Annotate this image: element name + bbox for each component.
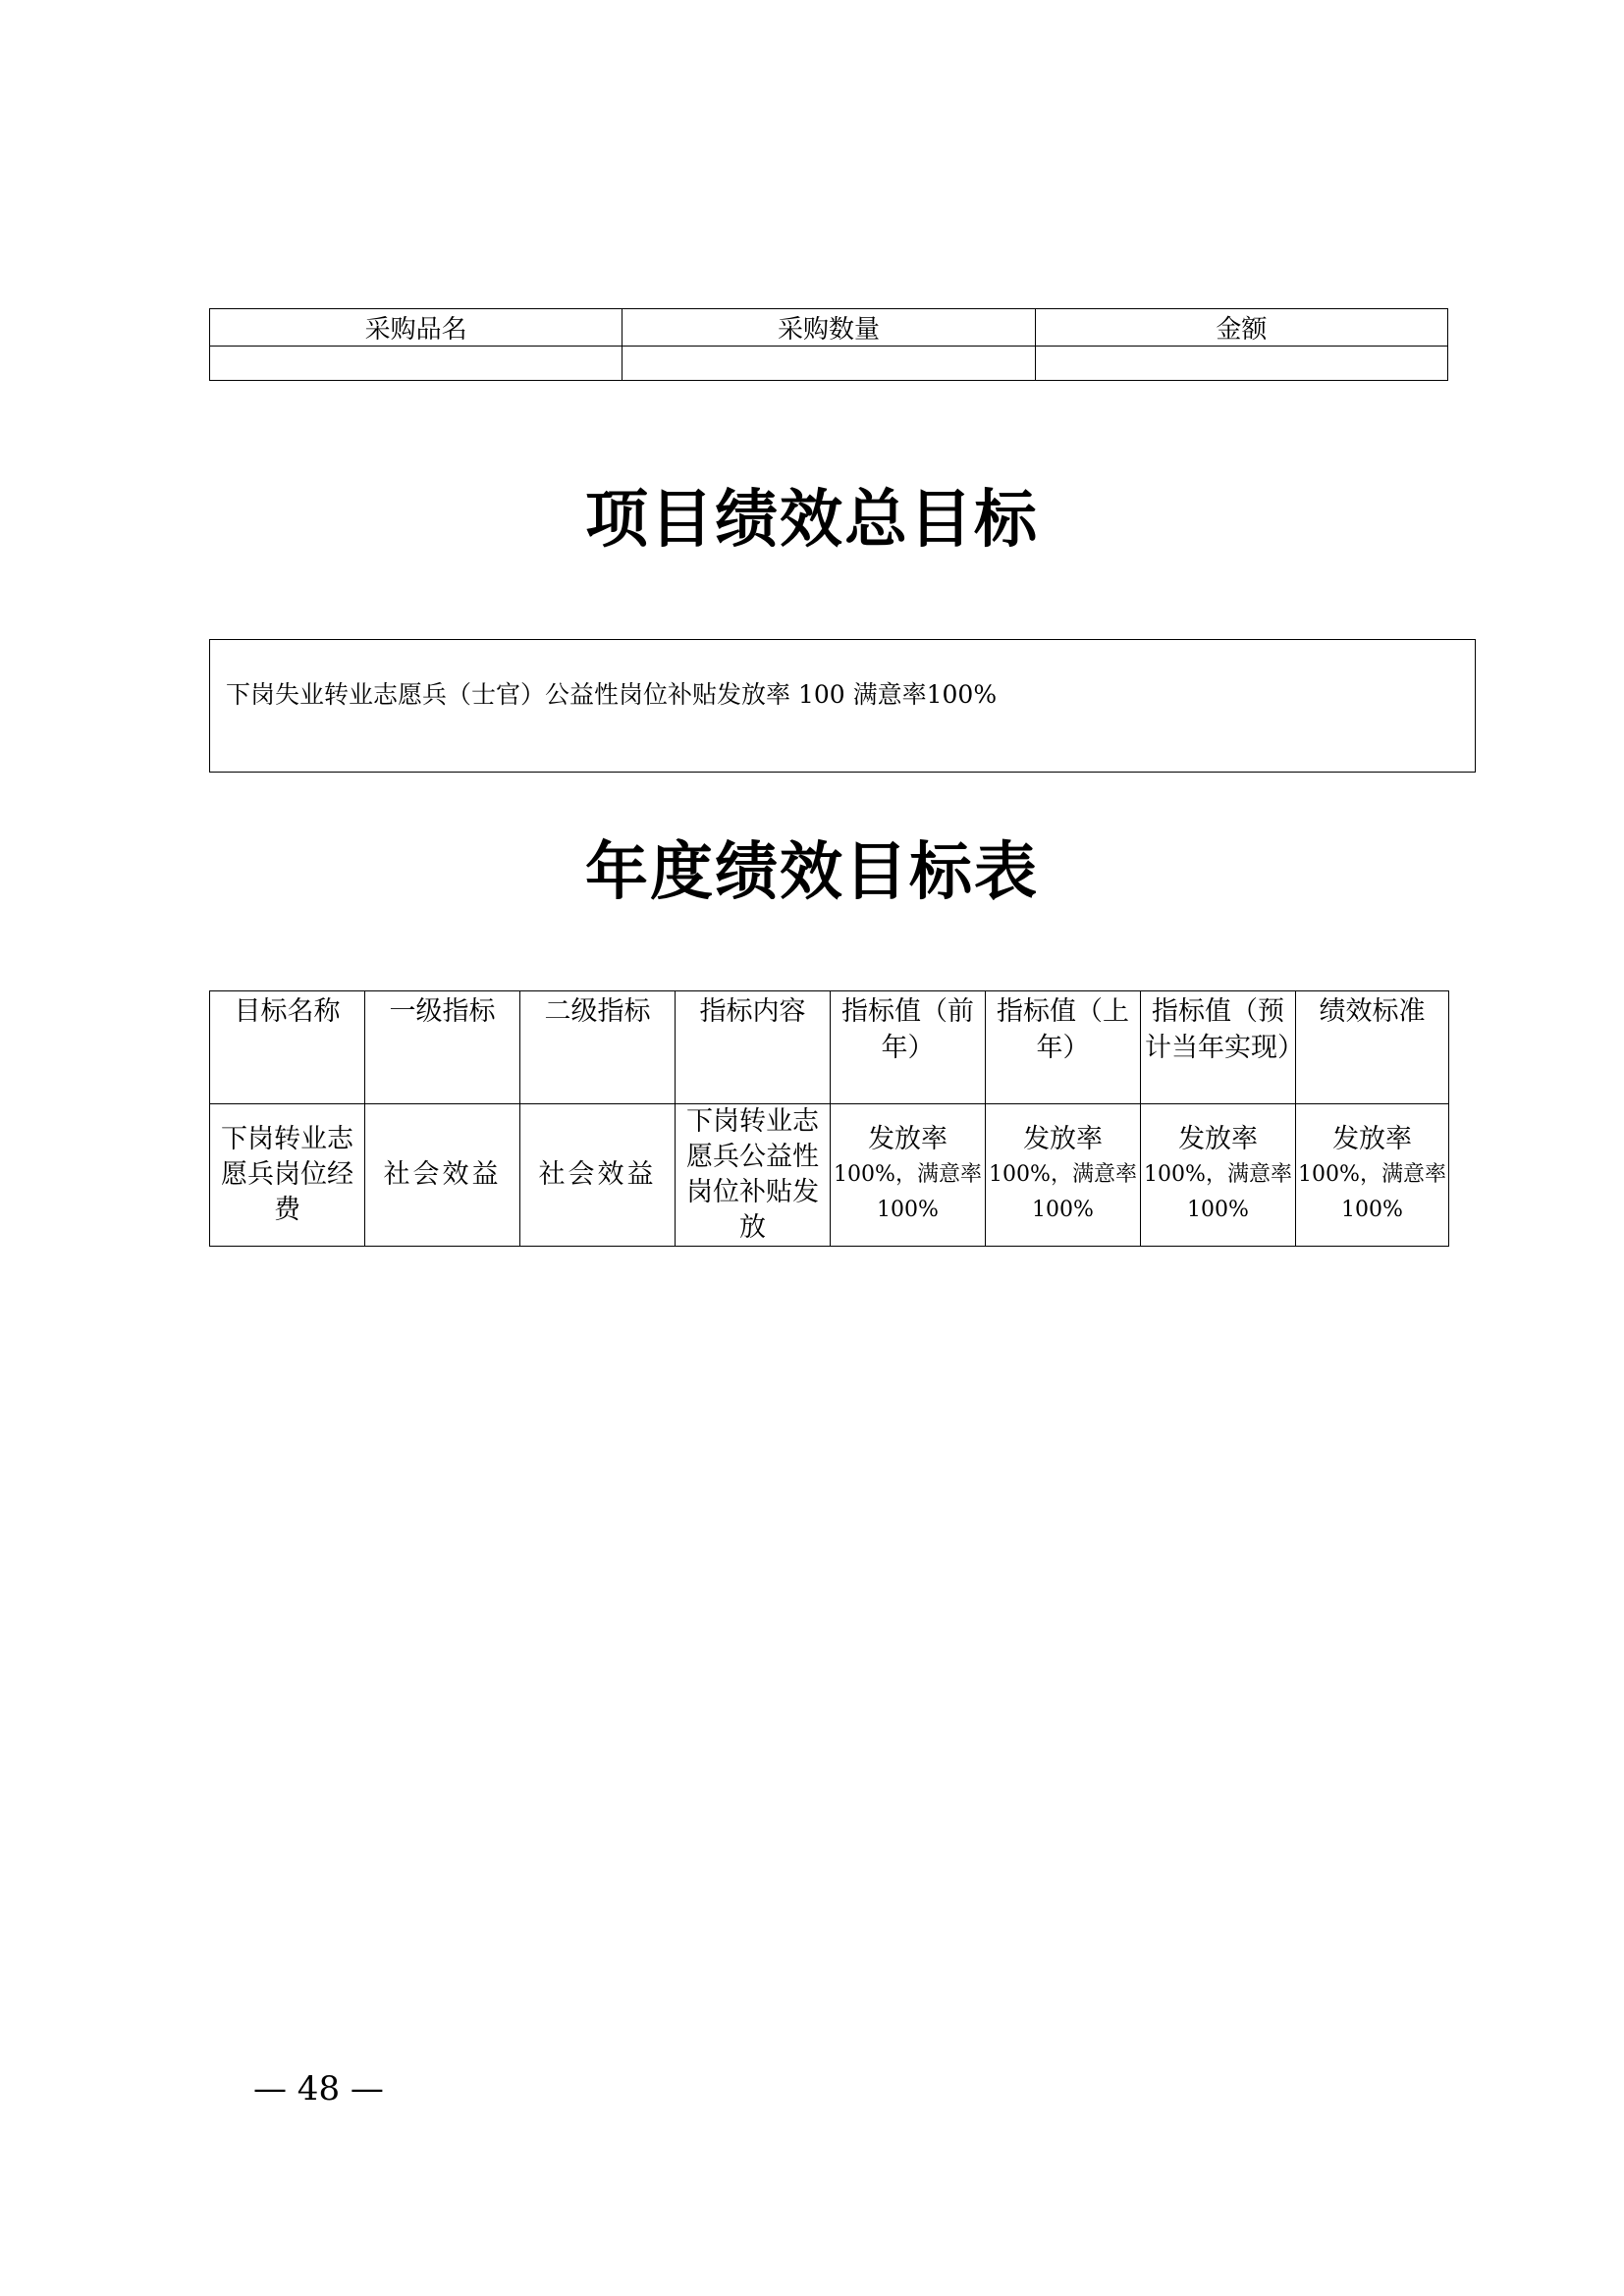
- value-satisfaction: 100%: [1032, 1198, 1094, 1222]
- value-label: 发放率: [1023, 1124, 1103, 1154]
- annual-header-row: [210, 991, 1449, 1104]
- cell-standard: [1296, 1104, 1449, 1247]
- table-row: [210, 1104, 1449, 1247]
- header-quantity: 采购数量: [623, 309, 1035, 347]
- cell-content: 下岗转业志愿兵公益性岗位补贴发放: [676, 1104, 831, 1247]
- cell-item-name: [210, 347, 623, 381]
- value-rate: 100%，满意率: [834, 1162, 982, 1187]
- header-value-last-year: 指标值（上年）: [986, 991, 1141, 1104]
- header-value-this-year: 指标值（预计当年实现）: [1141, 991, 1296, 1104]
- cell-quantity: [623, 347, 1035, 381]
- header-content: 指标内容: [676, 991, 831, 1104]
- value-satisfaction: 100%: [877, 1198, 939, 1222]
- page-number: — 48 —: [253, 2069, 384, 2109]
- value-satisfaction: 100%: [1187, 1198, 1249, 1222]
- procurement-empty-row: [210, 347, 1448, 381]
- annual-goal-table: [209, 990, 1449, 1247]
- project-goal-heading: 项目绩效总目标: [585, 484, 1039, 557]
- value-rate: 100%，满意率: [989, 1162, 1137, 1187]
- header-level1: 一级指标: [365, 991, 520, 1104]
- cell-target-name: 下岗转业志愿兵岗位经费: [210, 1104, 365, 1247]
- cell-value-last-year: [986, 1104, 1141, 1247]
- value-satisfaction: 100%: [1341, 1198, 1403, 1222]
- value-label: 发放率: [868, 1124, 947, 1154]
- cell-level1: 社会效益: [365, 1104, 520, 1247]
- value-label: 发放率: [1332, 1124, 1412, 1154]
- header-target-name: 目标名称: [210, 991, 365, 1104]
- value-rate: 100%，满意率: [1298, 1162, 1446, 1187]
- header-amount: 金额: [1035, 309, 1447, 347]
- header-level2: 二级指标: [520, 991, 676, 1104]
- cell-value-this-year: [1141, 1104, 1296, 1247]
- procurement-table: [209, 308, 1448, 381]
- value-rate: 100%，满意率: [1144, 1162, 1292, 1187]
- annual-goal-heading: 年度绩效目标表: [585, 836, 1039, 909]
- value-label: 发放率: [1178, 1124, 1258, 1154]
- cell-level2: 社会效益: [520, 1104, 676, 1247]
- overall-goal-text: 下岗失业转业志愿兵（士官）公益性岗位补贴发放率 100 满意率100%: [226, 680, 998, 709]
- header-standard: 绩效标准: [1296, 991, 1449, 1104]
- header-item-name: 采购品名: [210, 309, 623, 347]
- header-value-prev-year: 指标值（前年）: [831, 991, 986, 1104]
- overall-goal-box: [209, 639, 1476, 773]
- cell-value-prev-year: [831, 1104, 986, 1247]
- cell-amount: [1035, 347, 1447, 381]
- procurement-header-row: [210, 309, 1448, 347]
